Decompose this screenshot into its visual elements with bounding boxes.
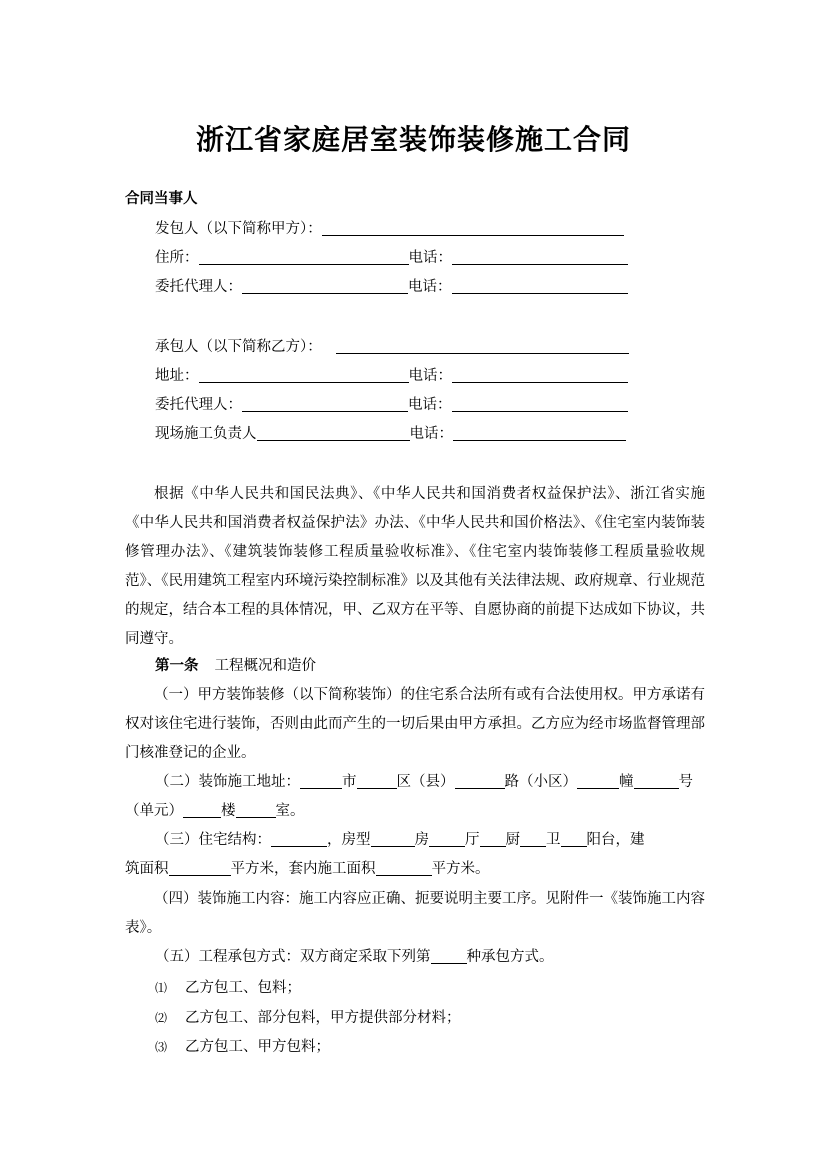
article-1-item-1: （一）甲方装饰装修（以下简称装饰）的住宅系合法所有或有合法使用权。甲方承诺有权对该住宅进行装饰，否则由此而产生的一切后果由甲方承担。乙方应为经市场监督管理部门核准登记的企业。 (125, 687, 705, 761)
balcony-blank[interactable] (561, 831, 587, 847)
party-b-label: 承包人（以下简称乙方）： (155, 339, 322, 355)
option-number: ⑶ (155, 1040, 168, 1054)
party-a-name-blank[interactable] (322, 220, 624, 236)
article-1-item-2-line-1 (155, 772, 693, 792)
document-title: 浙江省家庭居室装饰装修施工合同 (195, 123, 631, 156)
article-title: 工程概况和造价 (214, 658, 316, 674)
option-text: 乙方包工、部分包料，甲方提供部分材料； (185, 1010, 461, 1026)
contract-mode-blank[interactable] (431, 948, 467, 964)
party-a-line (155, 219, 624, 239)
parties-heading: 合同当事人 (125, 190, 198, 207)
building-label: 幢 (619, 774, 634, 790)
agent-label: 委托代理人： (155, 279, 242, 295)
site-manager-line (155, 424, 626, 444)
inner-area-unit-label: 平方米。 (431, 861, 490, 877)
party-a-address-blank[interactable] (199, 249, 409, 265)
halls-blank[interactable] (429, 831, 465, 847)
city-label: 市 (342, 774, 357, 790)
phone-label: 电话： (408, 368, 452, 384)
address-label: 地址： (155, 368, 199, 384)
district-blank[interactable] (357, 773, 397, 789)
phone-label: 电话： (408, 279, 452, 295)
city-blank[interactable] (300, 773, 342, 789)
agent-label: 委托代理人： (155, 397, 242, 413)
room-type-label: ，房型 (327, 832, 371, 848)
kitchens-label: 厨 (505, 832, 520, 848)
rooms-label: 房 (414, 832, 429, 848)
district-label: 区（县） (396, 774, 455, 790)
party-a-agent-phone-blank[interactable] (452, 278, 628, 294)
building-blank[interactable] (577, 773, 619, 789)
item-2-label: （二）装饰施工地址： (155, 774, 300, 790)
article-number: 第一条 (155, 657, 199, 674)
phone-label: 电话： (409, 426, 453, 442)
halls-label: 厅 (465, 832, 480, 848)
area-label: 筑面积 (125, 861, 169, 877)
floor-label: 楼 (221, 803, 236, 819)
kitchens-blank[interactable] (480, 831, 506, 847)
number-label: 号 (678, 774, 693, 790)
party-a-label: 发包人（以下简称甲方）： (155, 221, 322, 237)
party-b-agent-line (155, 395, 628, 415)
structure-blank[interactable] (271, 831, 327, 847)
party-b-phone-blank[interactable] (452, 367, 628, 383)
option-3 (155, 1037, 330, 1057)
article-1-item-3-line-1 (155, 830, 645, 850)
phone-label: 电话： (408, 397, 452, 413)
party-a-address-line (155, 248, 628, 268)
article-1-item-3-line-2 (125, 859, 490, 879)
party-b-address-line (155, 366, 628, 386)
party-b-agent-phone-blank[interactable] (452, 396, 628, 412)
item-5-suffix: 种承包方式。 (466, 949, 554, 965)
baths-label: 卫 (546, 832, 561, 848)
option-number: ⑵ (155, 1011, 168, 1025)
preamble-paragraph: 根据《中华人民共和国民法典》、《中华人民共和国消费者权益保护法》、浙江省实施《中华人民共和国消费者权益保护法》办法、《中华人民共和国价格法》、《住宅室内装饰装修管理办法》、《建筑装饰装修工程质量验收标准》、《住宅室内装饰装修工程质量验收规范》、《民用建筑工程室内环境污染控制标准》以及其他有关法律法规、政府规章、行业规范的规定，结合本工程的具体情况，甲、乙双方在平等、自愿协商的前提下达成如下协议，共同遵守。 (125, 486, 705, 647)
article-1-item-5 (155, 947, 554, 967)
rooms-blank[interactable] (371, 831, 415, 847)
room-label: 室。 (275, 803, 305, 819)
article-1-item-4: （四）装饰施工内容：施工内容应正确、扼要说明主要工序。见附件一《装饰施工内容表》。 (125, 891, 705, 936)
option-2 (155, 1008, 461, 1028)
site-manager-phone-blank[interactable] (453, 425, 626, 441)
phone-label: 电话： (408, 250, 452, 266)
road-blank[interactable] (455, 773, 505, 789)
party-a-agent-line (155, 277, 628, 297)
road-label: 路（小区） (504, 774, 577, 790)
unit-blank[interactable] (183, 802, 221, 818)
inner-area-blank[interactable] (376, 860, 432, 876)
option-text: 乙方包工、包料； (185, 980, 301, 996)
baths-blank[interactable] (520, 831, 546, 847)
address-label: 住所： (155, 250, 199, 266)
item-5-label: （五）工程承包方式：双方商定采取下列第 (155, 949, 431, 965)
item-3-label: （三）住宅结构： (155, 832, 271, 848)
option-number: ⑴ (155, 981, 168, 995)
option-text: 乙方包工、甲方包料； (185, 1039, 330, 1055)
article-1-heading (155, 656, 316, 676)
area-blank[interactable] (169, 860, 231, 876)
area-unit-label: 平方米，套内施工面积 (230, 861, 376, 877)
floor-blank[interactable] (236, 802, 276, 818)
party-a-agent-blank[interactable] (242, 278, 408, 294)
party-a-phone-blank[interactable] (452, 249, 628, 265)
party-b-agent-blank[interactable] (242, 396, 408, 412)
site-manager-blank[interactable] (257, 425, 410, 441)
party-b-line (155, 337, 629, 357)
party-b-name-blank[interactable] (336, 338, 629, 354)
party-b-address-blank[interactable] (199, 367, 409, 383)
site-manager-label: 现场施工负责人 (155, 426, 257, 442)
number-blank[interactable] (634, 773, 679, 789)
option-1 (155, 978, 301, 998)
unit-label: （单元） (125, 803, 183, 819)
article-1-item-2-line-2 (125, 801, 305, 821)
balcony-label: 阳台，建 (586, 832, 645, 848)
